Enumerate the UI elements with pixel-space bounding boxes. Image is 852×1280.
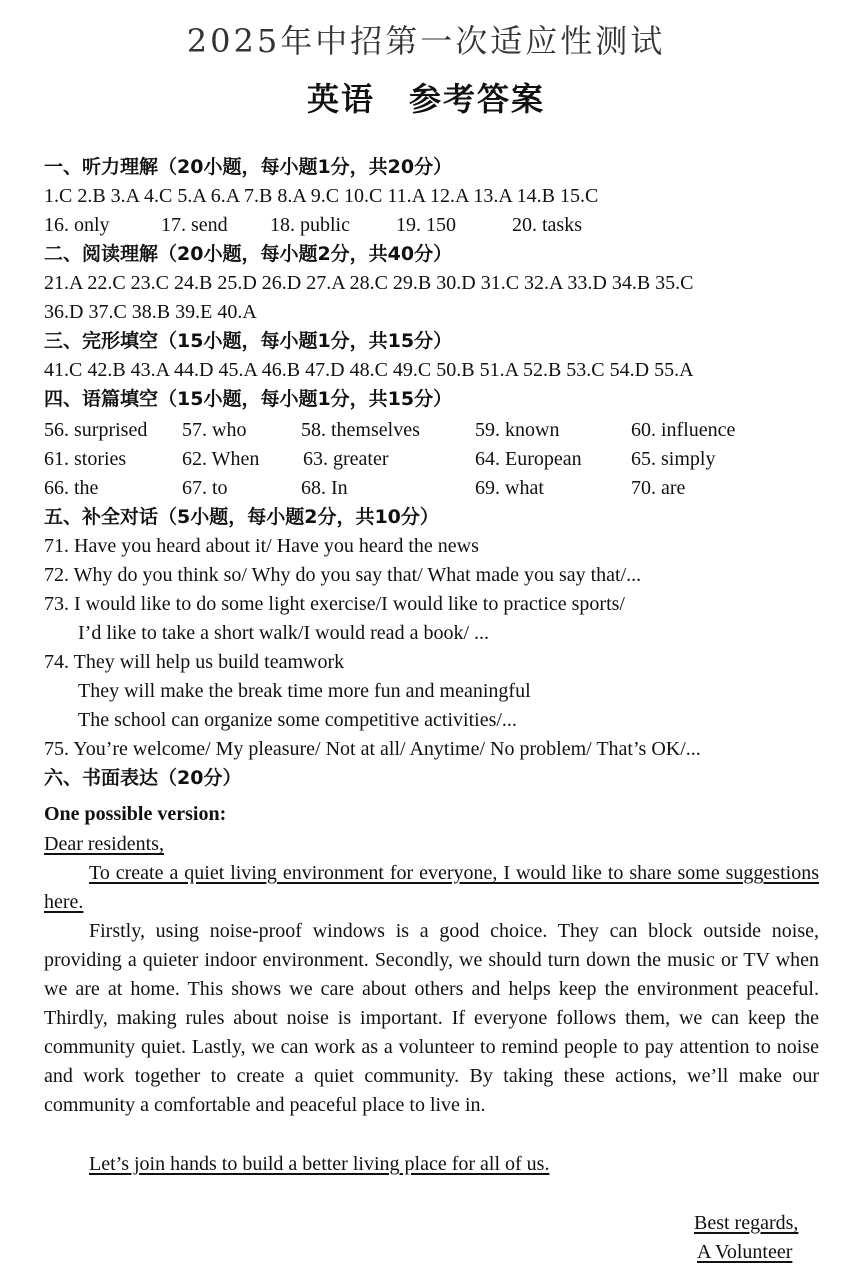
answer-item: 18. public: [270, 214, 350, 236]
listening-answers-row: 1.C 2.B 3.A 4.C 5.A 6.A 7.B 8.A 9.C 10.C 11.A 12.A 13.A 14.B 15.C: [44, 185, 599, 207]
section-listening-heading: 一、听力理解（20小题，每小题1分，共20分）: [44, 156, 453, 178]
dialogue-answer-line: I’d like to take a short walk/I would read a book/ ...: [78, 622, 489, 644]
answer-item: 69. what: [475, 477, 544, 499]
answer-item: 62. When: [182, 448, 260, 470]
dialogue-answer-line: The school can organize some competitive activities/...: [78, 709, 517, 731]
section-reading-heading: 二、阅读理解（20小题，每小题2分，共40分）: [44, 243, 453, 265]
answer-item: 65. simply: [631, 448, 716, 470]
letter-signature: A Volunteer: [697, 1241, 793, 1263]
answer-item: 16. only: [44, 214, 110, 236]
exam-subtitle: [0, 74, 852, 120]
answer-item: 68. In: [301, 477, 348, 499]
answer-item: 60. influence: [631, 419, 736, 441]
section-cloze-heading: 三、完形填空（15小题，每小题1分，共15分）: [44, 330, 453, 352]
letter-closing-paragraph: [44, 1150, 819, 1179]
reading-answers-row: 36.D 37.C 38.B 39.E 40.A: [44, 301, 257, 323]
answer-item: 63. greater: [303, 448, 389, 470]
dialogue-answer-line: 74. They will help us build teamwork: [44, 651, 345, 673]
dialogue-answer-line: 75. You’re welcome/ My pleasure/ Not at all/ Anytime/ No problem/ That’s OK/...: [44, 738, 701, 760]
section-passage-fill-heading: 四、语篇填空（15小题，每小题1分，共15分）: [44, 388, 453, 410]
dialogue-answer-line: 72. Why do you think so/ Why do you say that/ What made you say that/...: [44, 564, 642, 586]
section-writing-heading: 六、书面表达（20分）: [44, 767, 242, 789]
answer-item: 20. tasks: [512, 214, 582, 236]
writing-version-label: One possible version:: [44, 803, 227, 825]
dialogue-answer-line: 71. Have you heard about it/ Have you heard the news: [44, 535, 479, 557]
answer-item: 61. stories: [44, 448, 127, 470]
dialogue-answer-line: They will make the break time more fun and meaningful: [78, 680, 531, 702]
letter-salutation: Dear residents,: [44, 833, 164, 855]
exam-title: 2025年中招第一次适应性测试: [186, 22, 666, 60]
answer-item: 67. to: [182, 477, 228, 499]
dialogue-answer-line: 73. I would like to do some light exercise/I would like to practice sports/: [44, 593, 625, 615]
answer-item: 58. themselves: [301, 419, 420, 441]
answer-item: 70. are: [631, 477, 686, 499]
section-dialogue-heading: 五、补全对话（5小题，每小题2分，共10分）: [44, 506, 439, 528]
letter-body-paragraph: Firstly, using noise-proof windows is a good choice. They can block outside noise, providing a quieter indoor environment. Secondly, we should turn down the music or TV when we are at home. This shows we care about others and helps keep the environment peaceful. Thirdly, making rules about noise is important. If everyone follows them, we can keep the community quiet. Lastly, we can work as a volunteer to remind people to pay attention to noise and work together to create a quiet community. By taking these actions, we’ll make our community a comfortable and peaceful place to live in.: [44, 920, 819, 1116]
answer-item: 17. send: [161, 214, 228, 236]
answer-item: 66. the: [44, 477, 99, 499]
answer-item: 19. 150: [396, 214, 456, 236]
cloze-answers-row: 41.C 42.B 43.A 44.D 45.A 46.B 47.D 48.C 49.C 50.B 51.A 52.B 53.C 54.D 55.A: [44, 359, 694, 381]
letter-intro-paragraph: [44, 859, 819, 917]
letter-intro-text: To create a quiet living environment for everyone, I would like to share some suggestions here.: [44, 862, 819, 913]
reading-answers-row: 21.A 22.C 23.C 24.B 25.D 26.D 27.A 28.C 29.B 30.D 31.C 32.A 33.D 34.B 35.C: [44, 272, 694, 294]
answer-item: 59. known: [475, 419, 560, 441]
doc-type-label: 参考答案: [409, 80, 546, 118]
letter-sign-off: Best regards,: [694, 1212, 799, 1234]
answer-item: 64. European: [475, 448, 582, 470]
subject-label: 英语: [306, 80, 375, 118]
answer-item: 56. surprised: [44, 419, 148, 441]
letter-closing-text: Let’s join hands to build a better living place for all of us.: [89, 1153, 550, 1175]
answer-item: 57. who: [182, 419, 247, 441]
